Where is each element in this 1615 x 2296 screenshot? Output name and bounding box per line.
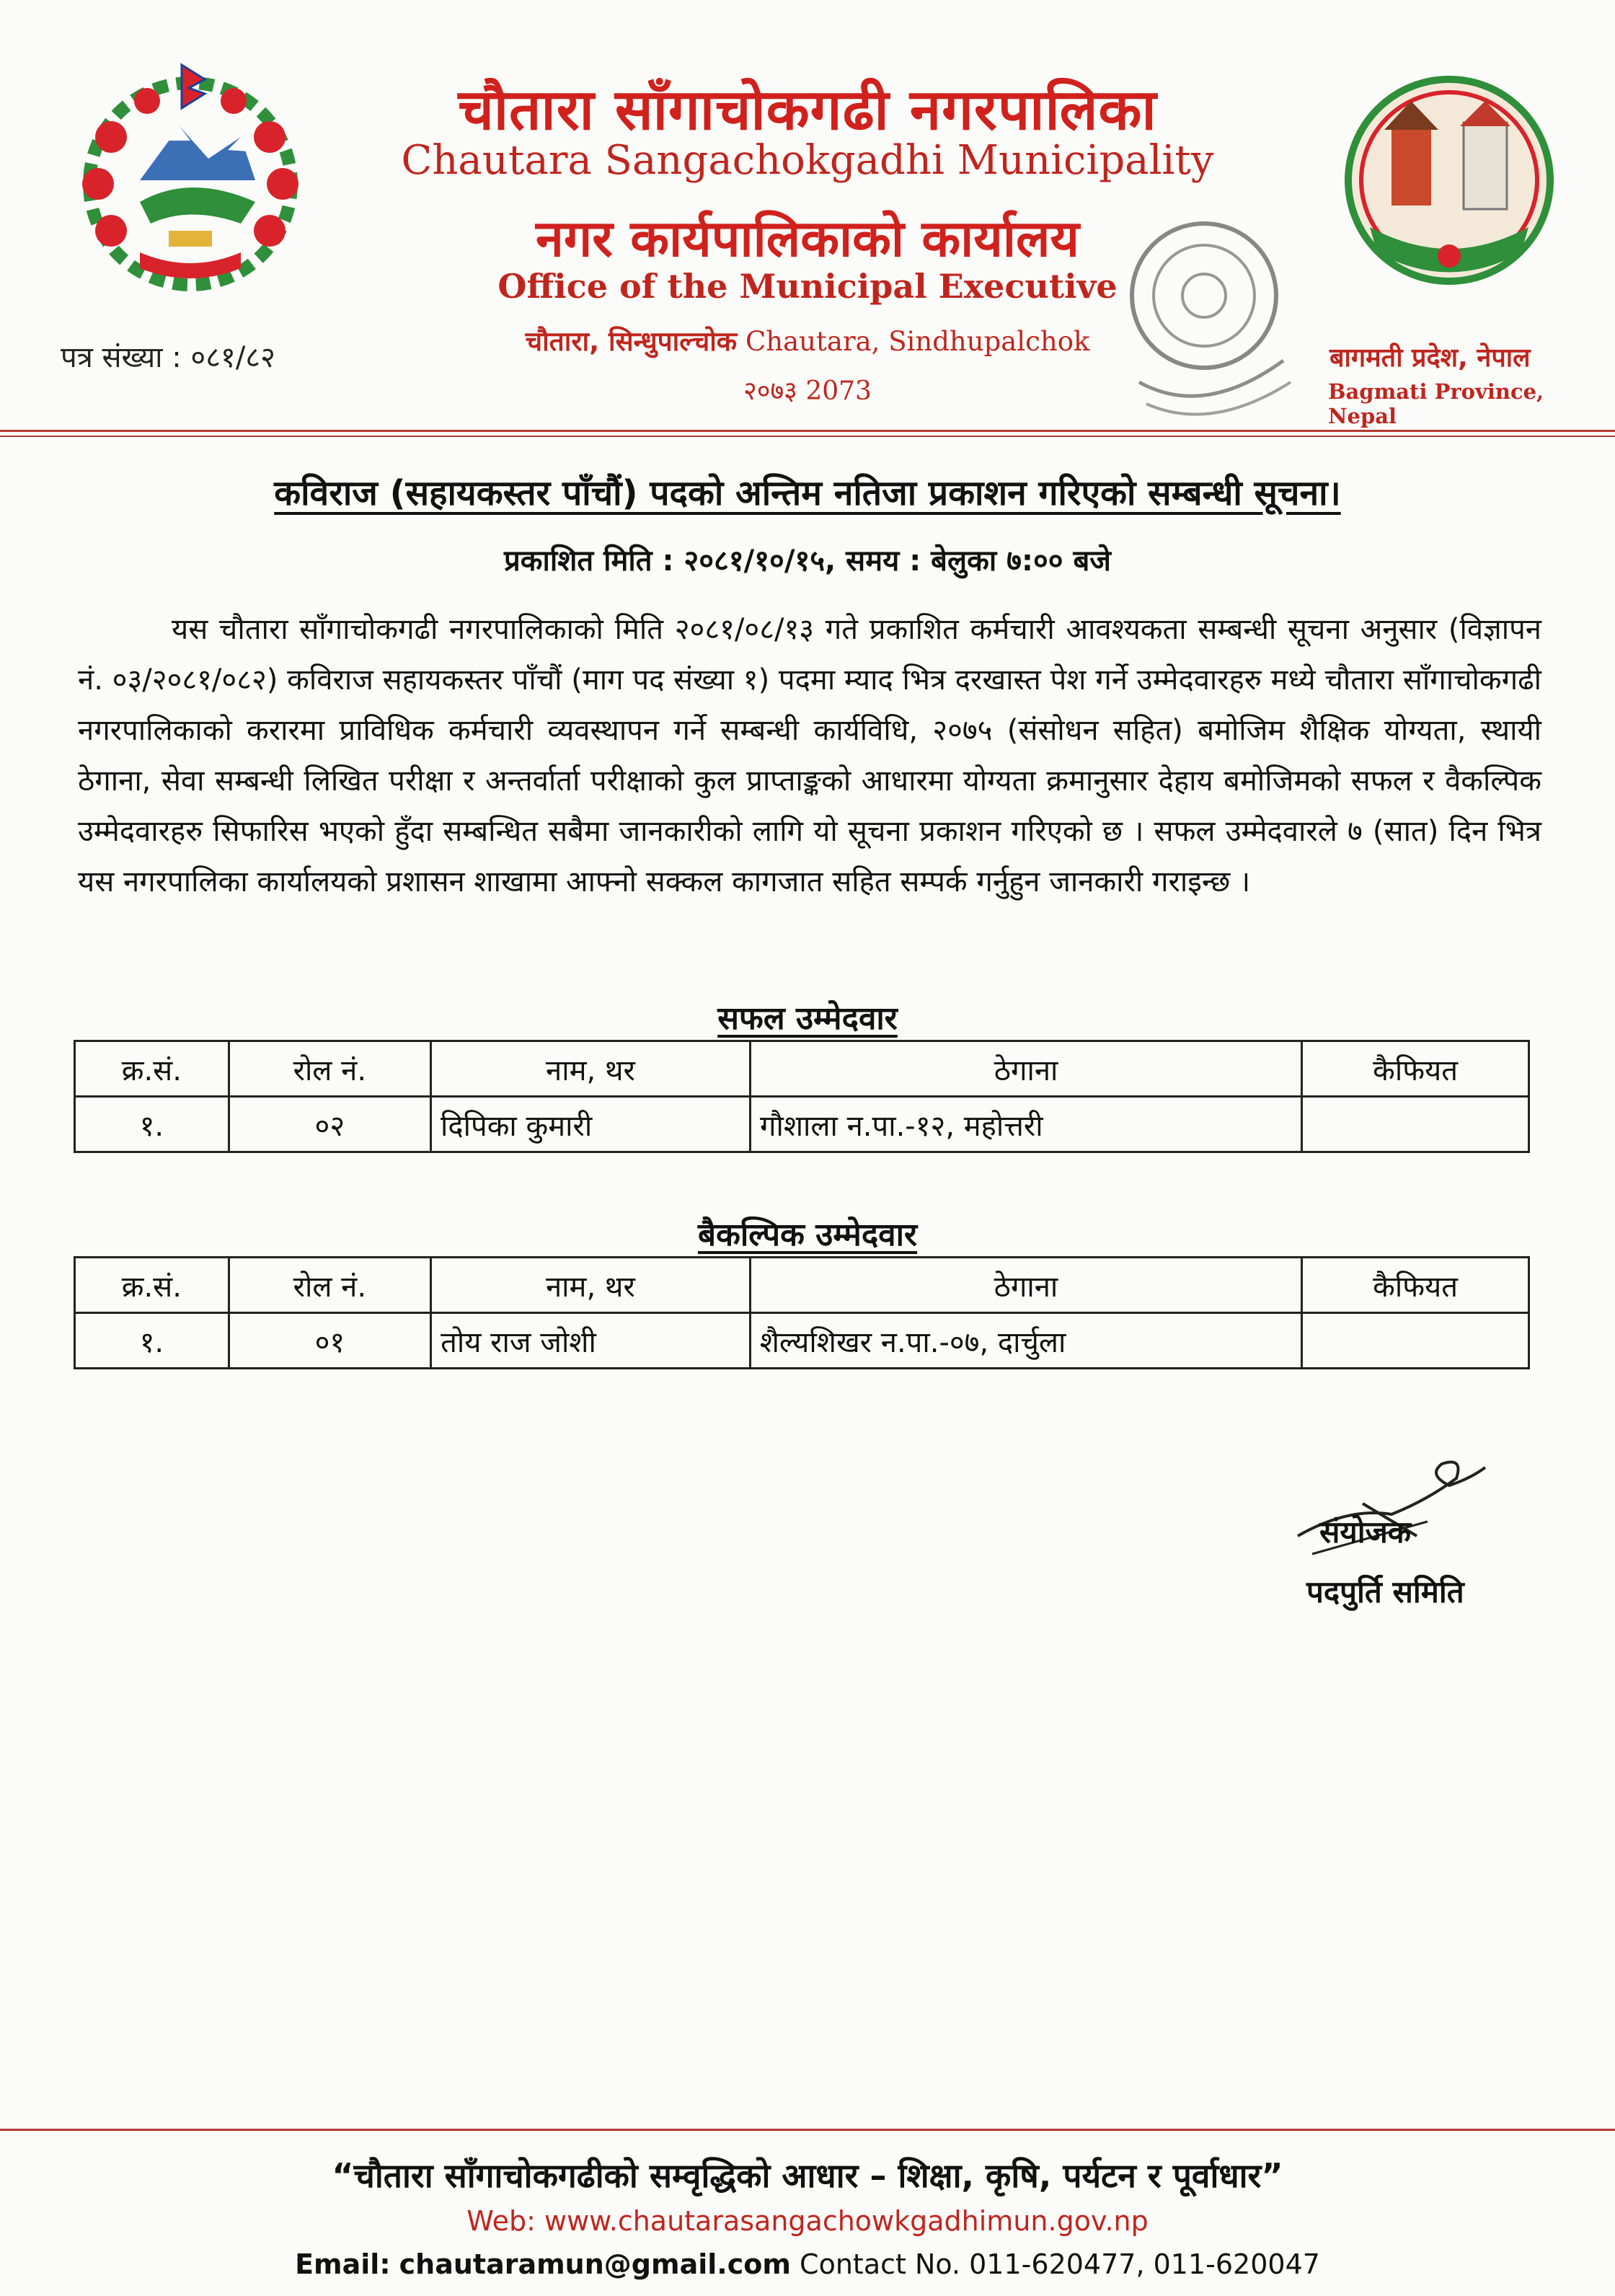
cell-remarks: [1302, 1313, 1529, 1369]
municipality-name-english: Chautara Sangachokgadhi Municipality: [401, 137, 1214, 184]
table-row: [75, 1313, 1529, 1369]
established-year: २०७३ 2073: [743, 376, 872, 406]
province-english: Bagmati Province, Nepal: [1328, 379, 1544, 428]
cell-remarks: [1302, 1097, 1529, 1152]
notice-body: यस चौतारा साँगाचोकगढी नगरपालिकाको मिति २०८१/०८/१३ गते प्रकाशित कर्मचारी आवश्यकता सम्बन्धी सूचना अनुसार (विज्ञापन नं. ०३/२०८१/०८२) कविराज सहायकस्तर पाँचौं (माग पद संख्या १) पदमा म्याद भित्र दरखास्त पेश गर्ने उम्मेदवारहरु मध्ये चौतारा साँगाचोकगढी नगरपालिकाको करारमा प्राविधिक कर्मचारी व्यवस्थापन गर्ने सम्बन्धी कार्यविधि, २०७५ (संसोधन सहित) बमोजिम शैक्षिक योग्यता, स्थायी ठेगाना, सेवा सम्बन्धी लिखित परीक्षा र अन्तर्वार्ता परीक्षाको कुल प्राप्ताङ्कको आधारमा योग्यता क्रमानुसार देहाय बमोजिमको सफल र वैकल्पिक उम्मेदवारहरु सिफारिस भएको हुँदा सम्बन्धित सबैमा जानकारीको लागि यो सूचना प्रकाशन गरिएको छ । सफल उम्मेदवारले ७ (सात) दिन भित्र यस नगरपालिका कार्यालयको प्रशासन शाखामा आफ्नो सक्कल कागजात सहित सम्पर्क गर्नुहुन जानकारी गराइन्छ ।: [78, 613, 1541, 898]
header-name: नाम, थर: [431, 1258, 751, 1313]
email-label: Email:: [295, 2248, 391, 2280]
header-roll: रोल नं.: [229, 1041, 430, 1097]
header-address: ठेगाना: [750, 1258, 1301, 1313]
header-divider: [0, 430, 1615, 432]
email-link[interactable]: chautaramun@gmail.com: [399, 2248, 791, 2280]
header-serial: क्र.सं.: [75, 1258, 229, 1313]
footer-website: [0, 2205, 1615, 2237]
header-remarks: कैफियत: [1302, 1258, 1529, 1313]
publication-date: प्रकाशित मिति : २०८१/१०/१५, समय : बेलुका ७:०० बजे: [504, 544, 1111, 578]
web-label: Web:: [466, 2205, 536, 2237]
table-row: [75, 1097, 1529, 1152]
header-serial: क्र.सं.: [75, 1041, 229, 1097]
letter-number: पत्र संख्या : ०८१/८२: [61, 341, 275, 374]
successful-section-title: सफल उम्मेदवार: [717, 1000, 898, 1037]
alternate-section-title: बैकल्पिक उम्मेदवार: [697, 1217, 918, 1253]
header-address: ठेगाना: [750, 1041, 1301, 1097]
address-nepali: चौतारा, सिन्धुपाल्चोक: [525, 326, 738, 357]
signatory-committee: पदपुर्ति समिति: [1306, 1574, 1464, 1610]
cell-roll: ०१: [229, 1313, 430, 1369]
municipality-name-nepali: चौतारा साँगाचोकगढी नगरपालिका: [458, 78, 1157, 143]
cell-serial: १.: [75, 1313, 229, 1369]
header-divider-secondary: [0, 436, 1615, 437]
office-name-english: Office of the Municipal Executive: [497, 267, 1118, 306]
table-header-row: [75, 1041, 1529, 1097]
footer-slogan: “चौतारा साँगाचोकगढीको सम्वृद्धिको आधार – शिक्षा, कृषि, पर्यटन र पूर्वाधार”: [332, 2156, 1283, 2195]
cell-address: शैल्यशिखर न.पा.-०७, दार्चुला: [750, 1313, 1301, 1369]
table-header-row: [75, 1258, 1529, 1313]
cell-address: गौशाला न.पा.-१२, महोत्तरी: [750, 1097, 1301, 1152]
alternate-table: [74, 1256, 1530, 1369]
cell-serial: १.: [75, 1097, 229, 1152]
footer-divider: [0, 2129, 1615, 2131]
province-nepali: बागमती प्रदेश, नेपाल: [1329, 343, 1531, 373]
cell-roll: ०२: [229, 1097, 430, 1152]
header-remarks: कैफियत: [1302, 1041, 1529, 1097]
contact-numbers: 011-620477, 011-620047: [969, 2248, 1320, 2280]
municipality-logo-icon: [1341, 61, 1557, 299]
office-name-nepali: नगर कार्यपालिकाको कार्यालय: [535, 209, 1080, 268]
notice-subject: कविराज (सहायकस्तर पाँचौं) पदको अन्तिम नतिजा प्रकाशन गरिएको सम्बन्धी सूचना।: [274, 473, 1341, 513]
footer-contact: [0, 2248, 1615, 2280]
website-link[interactable]: www.chautarasangachowkgadhimun.gov.np: [544, 2205, 1149, 2237]
cell-name: तोय राज जोशी: [431, 1313, 751, 1369]
address-english: Chautara, Sindhupalchok: [745, 326, 1090, 357]
successful-table: [74, 1040, 1530, 1153]
header-name: नाम, थर: [431, 1041, 751, 1097]
contact-label: Contact No.: [800, 2248, 961, 2280]
office-stamp-icon: [1096, 202, 1312, 433]
signatory-role: संयोजक: [1319, 1514, 1412, 1550]
header-roll: रोल नं.: [229, 1258, 430, 1313]
cell-name: दिपिका कुमारी: [431, 1097, 751, 1152]
